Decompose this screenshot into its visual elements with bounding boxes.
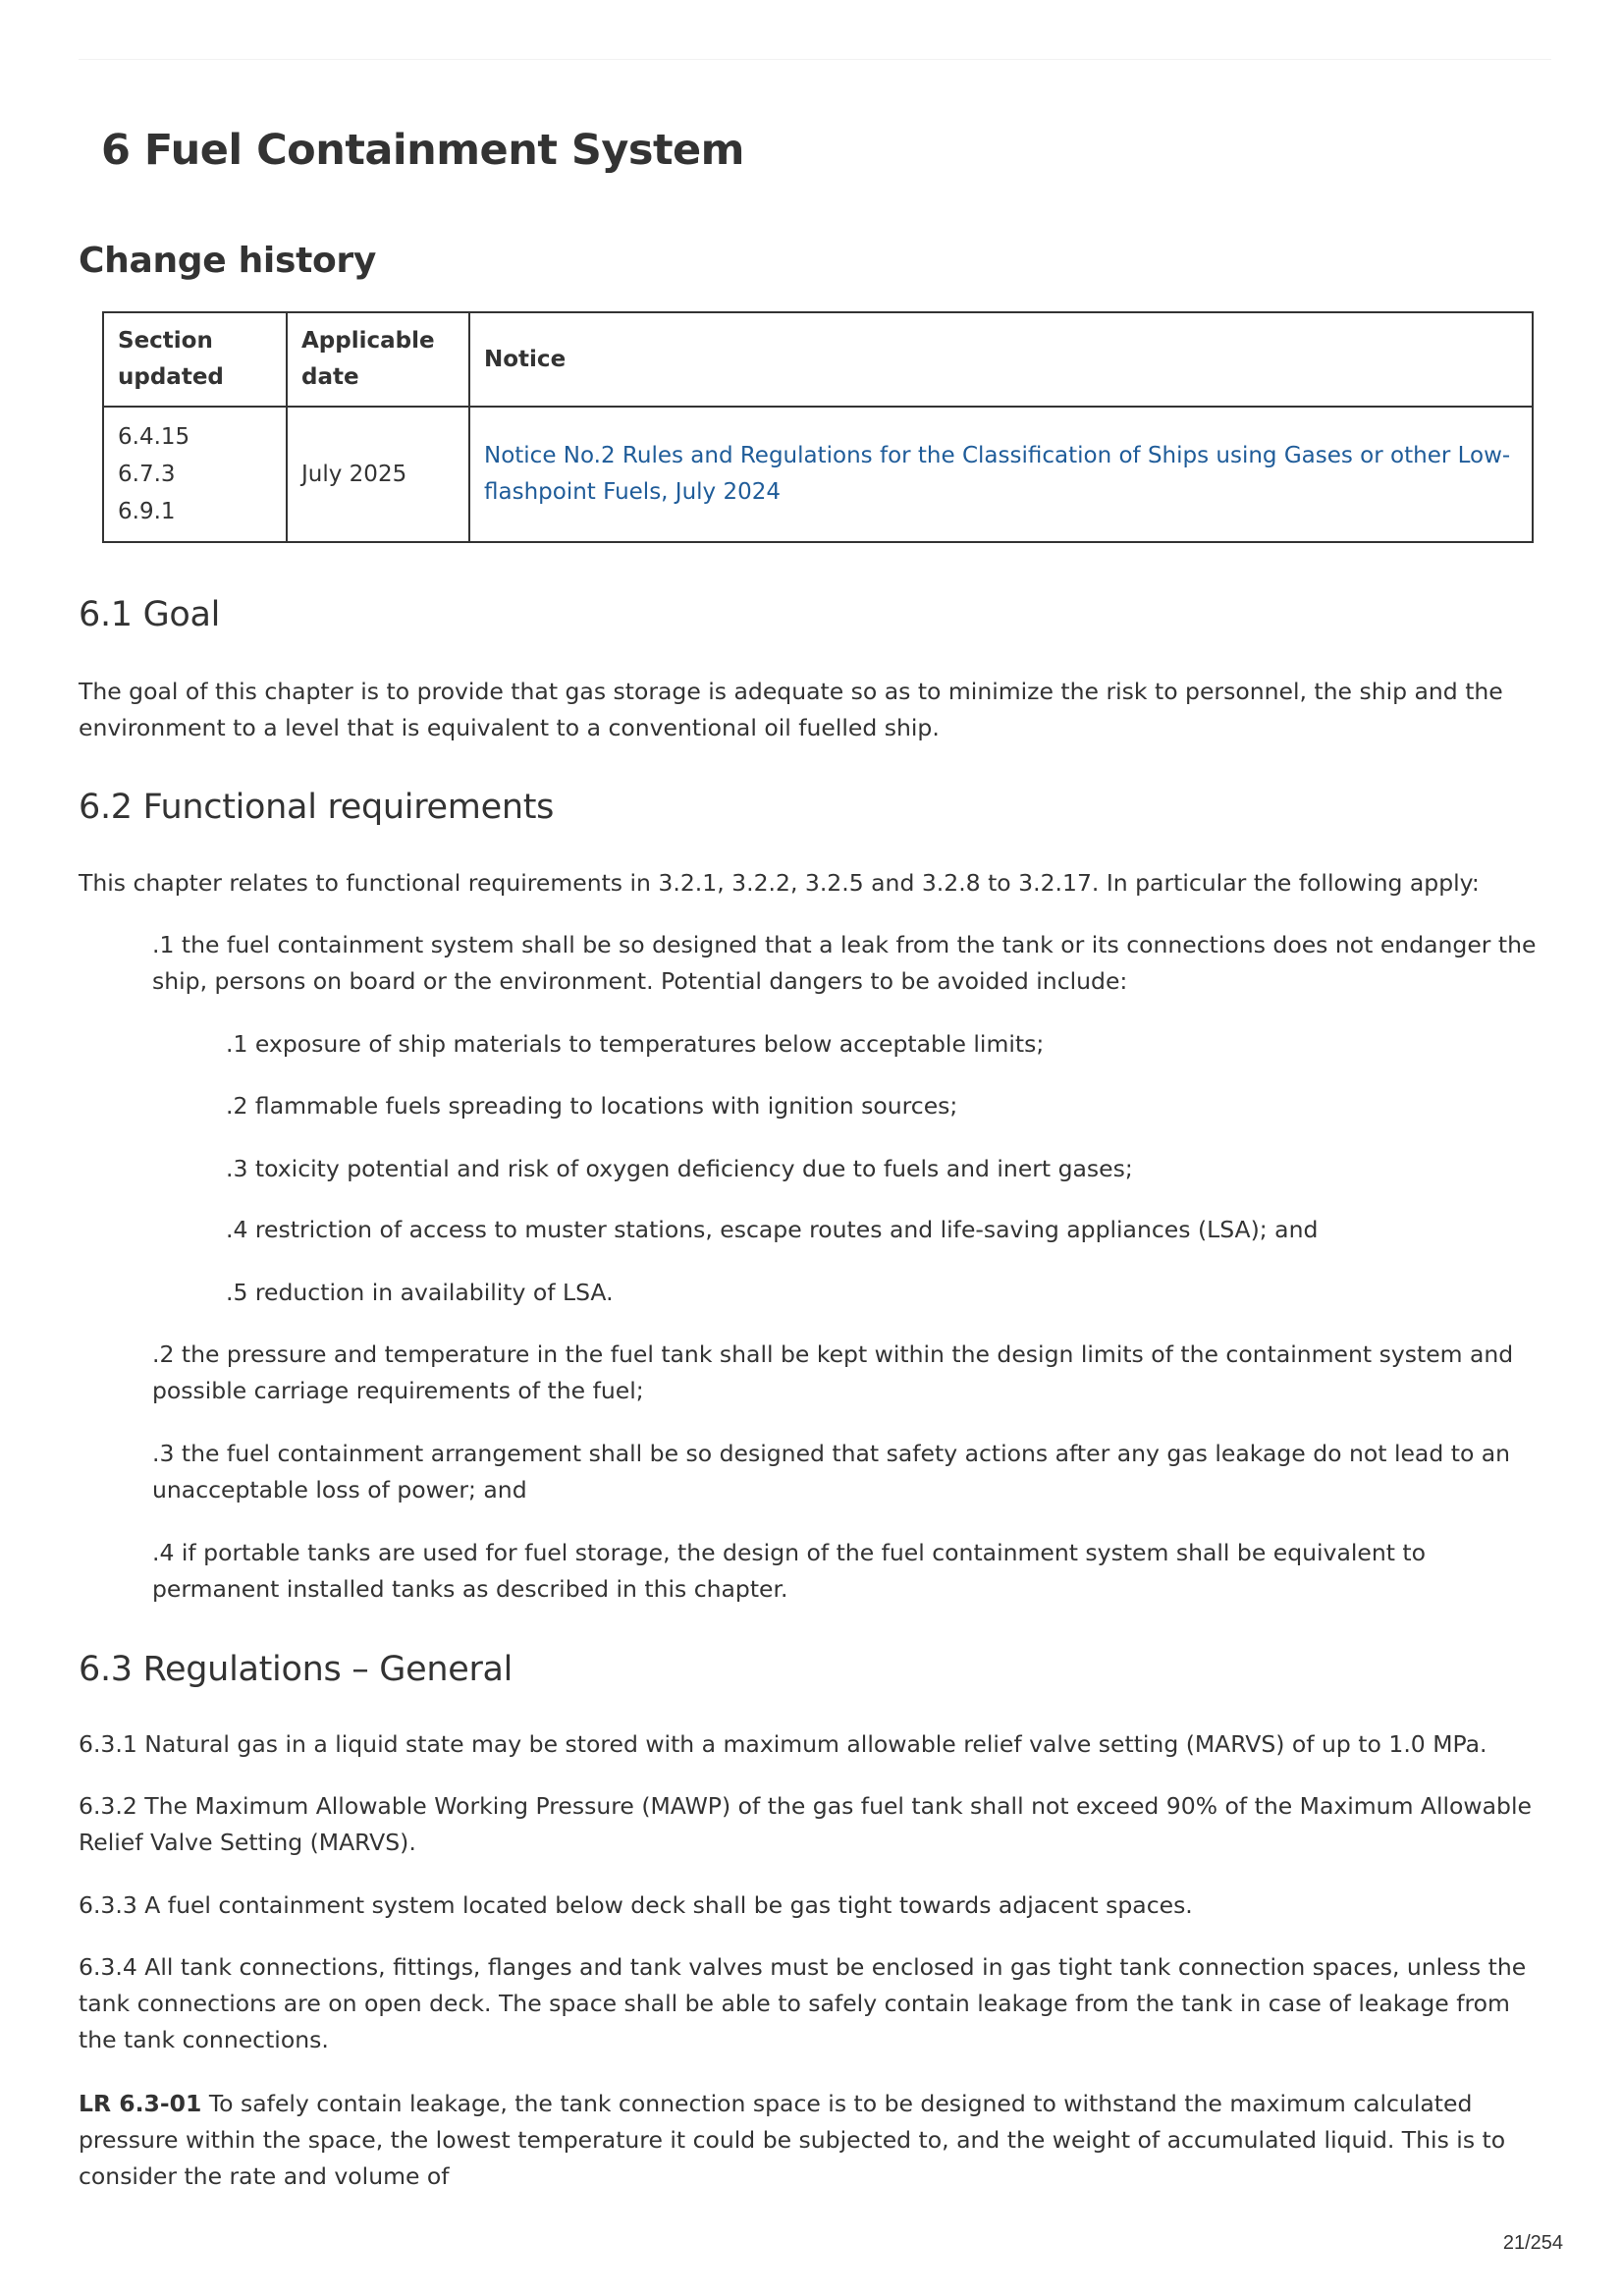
chapter-title: 6 Fuel Containment System <box>101 126 744 175</box>
table-row <box>103 407 1533 542</box>
header-section-updated: Section updated <box>103 312 287 407</box>
functional-subitem-1: .1 exposure of ship materials to temperatures below acceptable limits; <box>226 1030 1045 1058</box>
page-number: 21/254 <box>1502 2232 1563 2254</box>
regulation-6-3-4: 6.3.4 All tank connections, fittings, flanges and tank valves must be enclosed in gas tight tank connection spaces, unless the tank connections are on open deck. The space shall be able to safely contain leakage from the tank in case of leakage from the tank connections. <box>79 1953 1527 2053</box>
table-header-row <box>103 312 1533 407</box>
section-ref: 6.9.1 <box>118 499 176 524</box>
lr-text: To safely contain leakage, the tank connection space is to be designed to withstand the maximum calculated pressure within the space, the lowest temperature it could be subjected to, and the weight of accumulated liquid. This is to consider the rate and volume of <box>79 2090 1506 2190</box>
functional-item-4: .4 if portable tanks are used for fuel storage, the design of the fuel containment system shall be equivalent to permanent installed tanks as described in this chapter. <box>152 1539 1427 1603</box>
notice-cell <box>469 407 1533 542</box>
functional-subitem-2: .2 flammable fuels spreading to locations with ignition sources; <box>226 1092 958 1120</box>
goal-heading: 6.1 Goal <box>79 595 221 634</box>
functional-subitem-5: .5 reduction in availability of LSA. <box>226 1279 614 1306</box>
header-notice: Notice <box>469 312 1533 407</box>
change-history-heading: Change history <box>79 241 377 281</box>
goal-paragraph: The goal of this chapter is to provide that gas storage is adequate so as to minimize the risk to personnel, the ship and the environment to a level that is equivalent to a conventional oil fuelled ship. <box>79 678 1503 741</box>
notice-link[interactable]: Notice No.2 Rules and Regulations for the Classification of Ships using Gases or other Low-flashpoint Fuels, July 2024 <box>484 443 1511 505</box>
section-ref: 6.7.3 <box>118 462 176 487</box>
sections-cell <box>103 407 287 542</box>
functional-heading: 6.2 Functional requirements <box>79 788 555 827</box>
header-applicable-date: Applicable date <box>287 312 469 407</box>
functional-item-3: .3 the fuel containment arrangement shall be so designed that safety actions after any gas leakage do not lead to an unacceptable loss of power; and <box>152 1440 1511 1503</box>
functional-subitem-3: .3 toxicity potential and risk of oxygen deficiency due to fuels and inert gases; <box>226 1155 1133 1182</box>
regulation-6-3-3: 6.3.3 A fuel containment system located below deck shall be gas tight towards adjacent spaces. <box>79 1891 1193 1919</box>
functional-item-2: .2 the pressure and temperature in the fuel tank shall be kept within the design limits of the containment system and possible carriage requirements of the fuel; <box>152 1340 1514 1404</box>
change-history-table <box>102 311 1534 543</box>
functional-intro: This chapter relates to functional requirements in 3.2.1, 3.2.2, 3.2.5 and 3.2.8 to 3.2.17. In particular the following apply: <box>79 869 1480 897</box>
functional-item-1: .1 the fuel containment system shall be so designed that a leak from the tank or its connections does not endanger the ship, persons on board or the environment. Potential dangers to be avoided include: <box>152 931 1537 995</box>
general-heading: 6.3 Regulations – General <box>79 1650 514 1689</box>
regulation-6-3-2: 6.3.2 The Maximum Allowable Working Pressure (MAWP) of the gas fuel tank shall not exceed 90% of the Maximum Allowable Relief Valve Setting (MARVS). <box>79 1792 1532 1856</box>
functional-subitem-4: .4 restriction of access to muster stations, escape routes and life-saving appliances (LSA); and <box>226 1216 1319 1243</box>
lr-6-3-01-paragraph <box>79 2086 1551 2195</box>
lr-label: LR 6.3-01 <box>79 2090 202 2117</box>
date-cell: July 2025 <box>287 407 469 542</box>
regulation-6-3-1: 6.3.1 Natural gas in a liquid state may be stored with a maximum allowable relief valve setting (MARVS) of up to 1.0 MPa. <box>79 1730 1487 1758</box>
header-divider <box>79 59 1551 60</box>
section-ref: 6.4.15 <box>118 424 190 450</box>
